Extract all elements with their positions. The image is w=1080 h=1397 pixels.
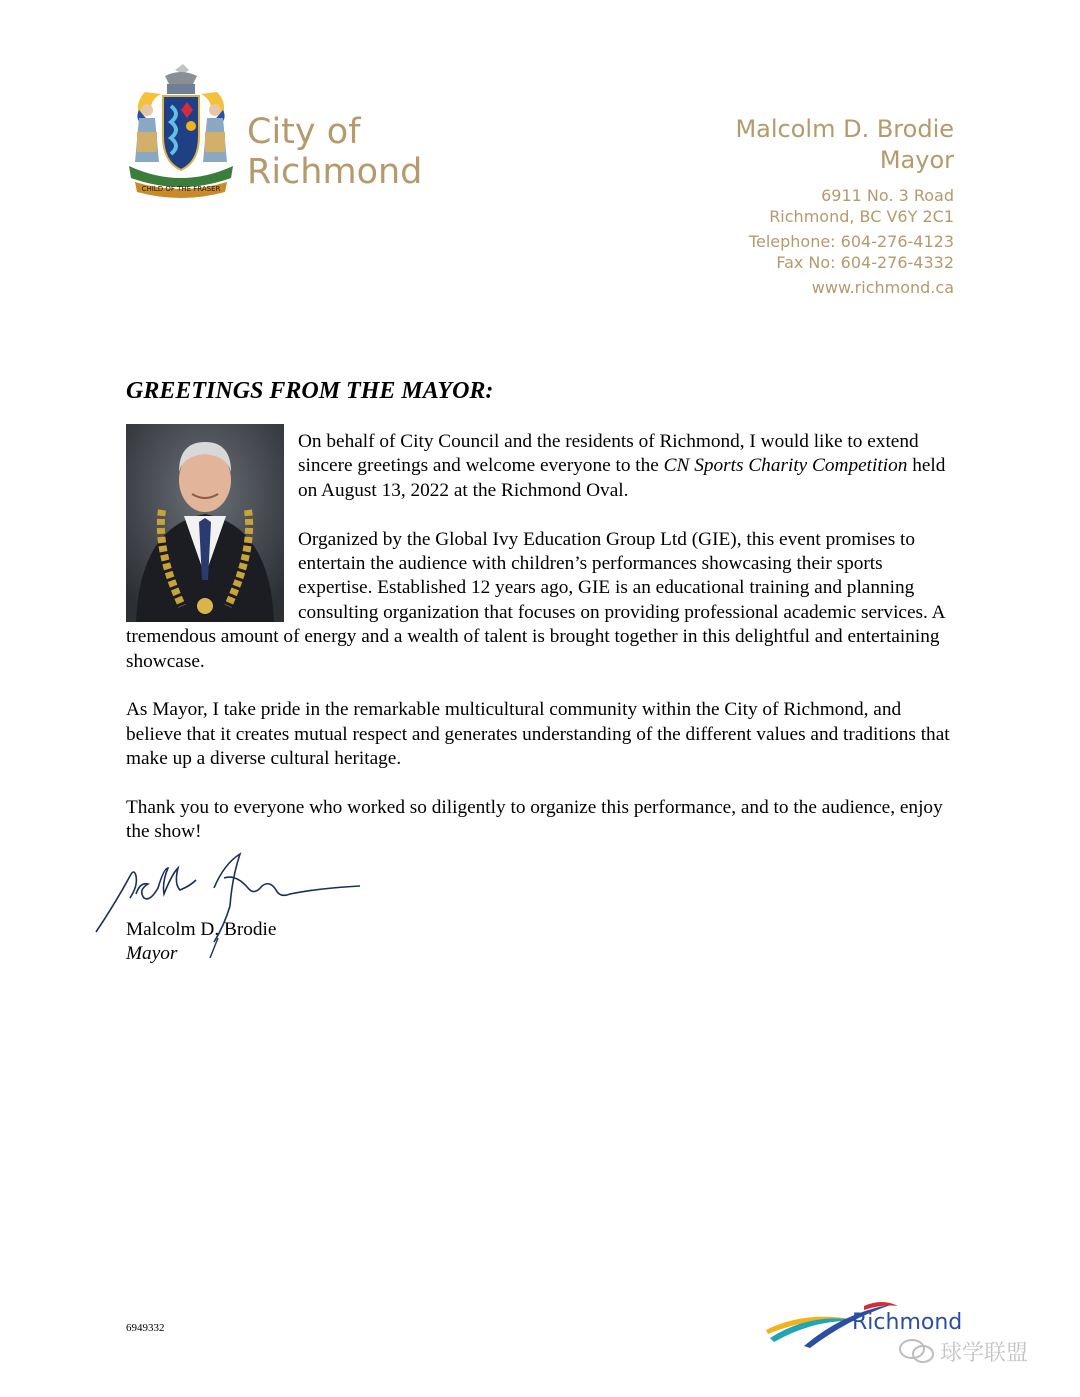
letterhead-mayor-name: Malcolm D. Brodie bbox=[735, 115, 954, 143]
letter-heading: GREETINGS FROM THE MAYOR: bbox=[126, 378, 494, 404]
signer-name: Malcolm D. Brodie bbox=[126, 919, 277, 940]
crest-motto-text: CHILD OF THE FRASER bbox=[141, 185, 221, 193]
paragraph-3: As Mayor, I take pride in the remarkable multicultural community within the City of Richmond, and believe that it creates mutual respect and generates understanding of the different values and traditions that make up a diverse cultural heritage. bbox=[126, 699, 950, 770]
paragraph-2: Organized by the Global Ivy Education Group Ltd (GIE), this event promises to entertain the audience with children’s performances showcasing their sports expertise. Established 12 years ago, GIE is an educational training and planning consulting organization that focuses on providing professional academic services. A tremendous amount of energy and a wealth of talent is brought together in this delightful and entertaining showcase. bbox=[126, 528, 945, 672]
city-crest-logo bbox=[125, 62, 237, 202]
document-number: 6949332 bbox=[126, 1322, 165, 1334]
photo-wrap-spacer bbox=[126, 430, 298, 624]
letterhead-mayor-title: Mayor bbox=[879, 146, 954, 174]
city-name-line-2: Richmond bbox=[247, 152, 423, 192]
signer-title: Mayor bbox=[126, 943, 178, 964]
letterhead-address-line-2: Richmond, BC V6Y 2C1 bbox=[769, 207, 954, 226]
chat-bubble-icon bbox=[898, 1338, 936, 1364]
watermark-text: 球学联盟 bbox=[940, 1341, 1029, 1366]
letter-body bbox=[126, 430, 956, 869]
city-name-line-1: City of bbox=[247, 112, 361, 152]
event-name: CN Sports Charity Competition bbox=[663, 455, 908, 477]
letterhead-address-line-1: 6911 No. 3 Road bbox=[821, 186, 954, 205]
letterhead-website: www.richmond.ca bbox=[811, 278, 954, 297]
city-name-logo-text bbox=[247, 112, 422, 192]
paragraph-1-end: held on August 13, 2022 at the Richmond Oval. bbox=[298, 455, 946, 501]
letterhead-contact-block bbox=[735, 114, 954, 298]
paragraph-4: Thank you to everyone who worked so diligently to organize this performance, and to the audience, enjoy the show! bbox=[126, 797, 943, 843]
letterhead-fax: Fax No: 604-276-4332 bbox=[776, 253, 954, 272]
paragraph-1-start: On behalf of City Council and the residents of Richmond, I would like to extend sincere greetings and welcome everyone to the bbox=[298, 431, 919, 477]
letterhead-telephone: Telephone: 604-276-4123 bbox=[748, 232, 954, 251]
footer-logo-text: Richmond bbox=[852, 1310, 963, 1335]
